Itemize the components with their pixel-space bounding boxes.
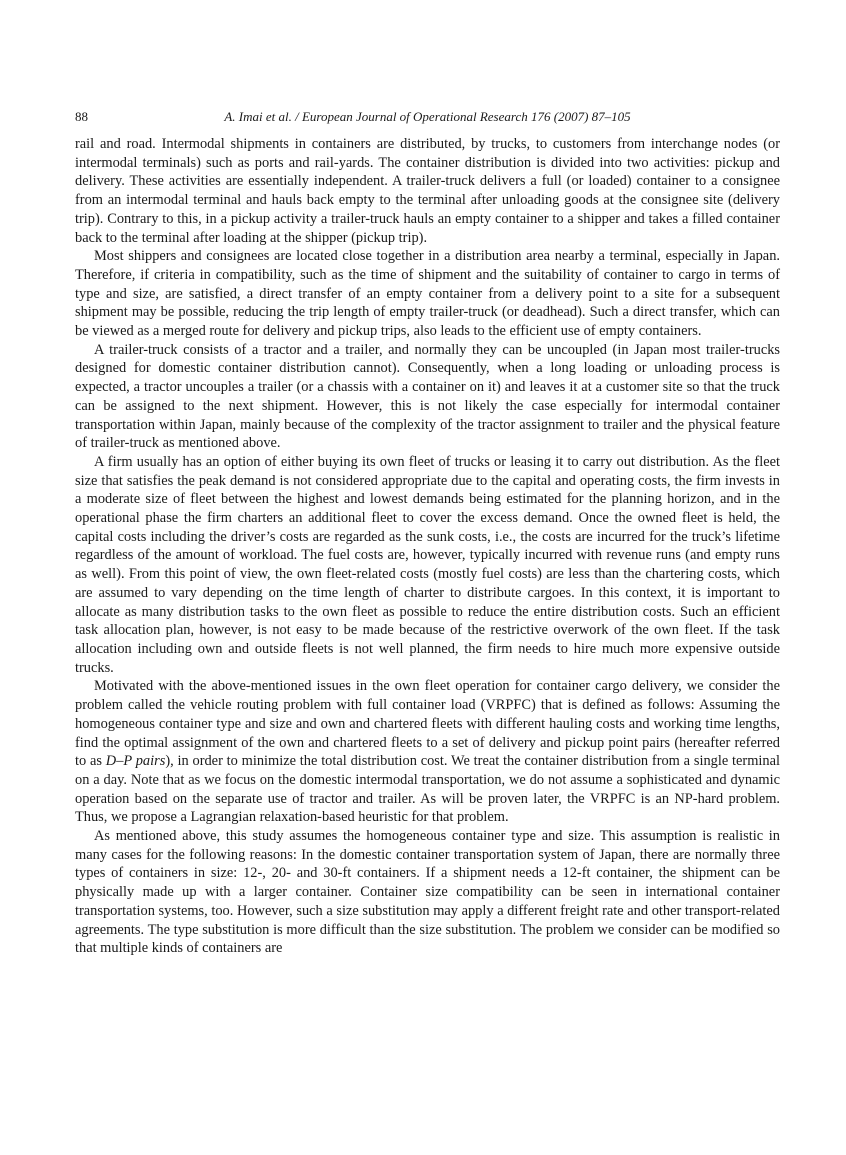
dp-pairs-term: D–P pairs	[105, 753, 166, 770]
paragraph-1: rail and road. Intermodal shipments in containers are distributed, by trucks, to customers from interchange nodes (or intermodal terminals) such as ports and rail-yards. The container distribution is divided into two activities: pickup and delivery. These activities are essentially independent. A trailer-truck delivers a full (or loaded) container to a consignee from an intermodal terminal and hauls back empty to the terminal after unloading goods at the consignee site (delivery trip). Contrary to this, in a pickup activity a trailer-truck hauls an empty container to a shipper and takes a filled container back to the terminal after loading at the shipper (pickup trip).	[75, 136, 780, 246]
page-number: 88	[75, 109, 88, 124]
paragraph-5-text-after: ), in order to minimize the total distribution cost. We treat the container distribution from a single terminal on a day. Note that as we focus on the domestic intermodal transportation, we do not assume a sophisticated and dynamic operation based on the separate use of tractor and trailer. As will be proven later, the VRPFC is an NP-hard problem. Thus, we propose a Lagrangian relaxation-based heuristic for that problem.	[75, 753, 780, 826]
running-head: A. Imai et al. / European Journal of Operational Research 176 (2007) 87–105	[224, 109, 631, 124]
paragraph-4: A firm usually has an option of either buying its own fleet of trucks or leasing it to carry out distribution. As the fleet size that satisfies the peak demand is not considered appropriate due to the capital and operating costs, the firm invests in a moderate size of fleet between the highest and lowest demands being estimated for the planning horizon, and in the operational phase the firm charters an additional fleet to cover the excess demand. Once the owned fleet is held, the capital costs including the driver’s costs are regarded as the sunk costs, i.e., the costs are incurred for the truck’s lifetime regardless of the amount of workload. The fuel costs are, however, typically incurred with revenue runs (and empty runs as well). From this point of view, the own fleet-related costs (mostly fuel costs) are less than the chartering costs, which are assumed to vary depending on the time length of charter to distribute cargoes. In this context, it is important to allocate as many distribution tasks to the own fleet as possible to reduce the entire distribution costs. Such an efficient task allocation plan, however, is not easy to be made because of the restrictive overwork of the own fleet. If the task allocation including own and outside fleets is not well planned, the firm needs to hire much more expensive outside trucks.	[75, 453, 780, 676]
page-header	[75, 107, 780, 127]
paragraph-3: A trailer-truck consists of a tractor and a trailer, and normally they can be uncoupled (in Japan most trailer-trucks designed for domestic container distribution cannot). Consequently, when a long loading or unloading process is expected, a tractor uncouples a trailer (or a chassis with a container on it) and leaves it at a customer site so that the truck can be assigned to the next shipment. However, this is not likely the case especially for intermodal container transportation within Japan, mainly because of the complexity of the tractor assignment to trailer and the physical feature of trailer-truck as mentioned above.	[75, 341, 780, 452]
paragraph-5-text-before: Motivated with the above-mentioned issues in the own fleet operation for container cargo delivery, we consider the problem called the vehicle routing problem with full container load (VRPFC) that is defined as follows: Assuming the homogeneous container type and size and own and chartered fleets with different hauling costs and working time lengths, find the optimal assignment of the own and chartered fleets to a set of delivery and pickup point pairs (hereafter referred to as	[75, 678, 780, 770]
paragraph-2: Most shippers and consignees are located close together in a distribution area nearby a terminal, especially in Japan. Therefore, if criteria in compatibility, such as the time of shipment and the suitability of container to cargo in terms of type and size, are satisfied, a direct transfer of an empty container from a delivery point to a site for a subsequent shipment may be possible, reducing the trip length of empty trailer-truck (or deadhead). Such a direct transfer, which can be viewed as a merged route for delivery and pickup trips, also leads to the efficient use of empty containers.	[75, 248, 780, 340]
body-text	[75, 135, 780, 958]
paragraph-5	[75, 677, 780, 827]
paragraph-6: As mentioned above, this study assumes the homogeneous container type and size. This assumption is realistic in many cases for the following reasons: In the domestic container transportation system of Japan, there are normally three types of containers in size: 12-, 20- and 30-ft containers. If a shipment needs a 12-ft container, the shipment can be physically made up with a larger container. Container size compatibility can be seen in international container transportation systems, too. However, such a size substitution may apply a different freight rate and other transport-related agreements. The type substitution is more difficult than the size substitution. The problem we consider can be modified so that multiple kinds of containers are	[75, 828, 780, 957]
